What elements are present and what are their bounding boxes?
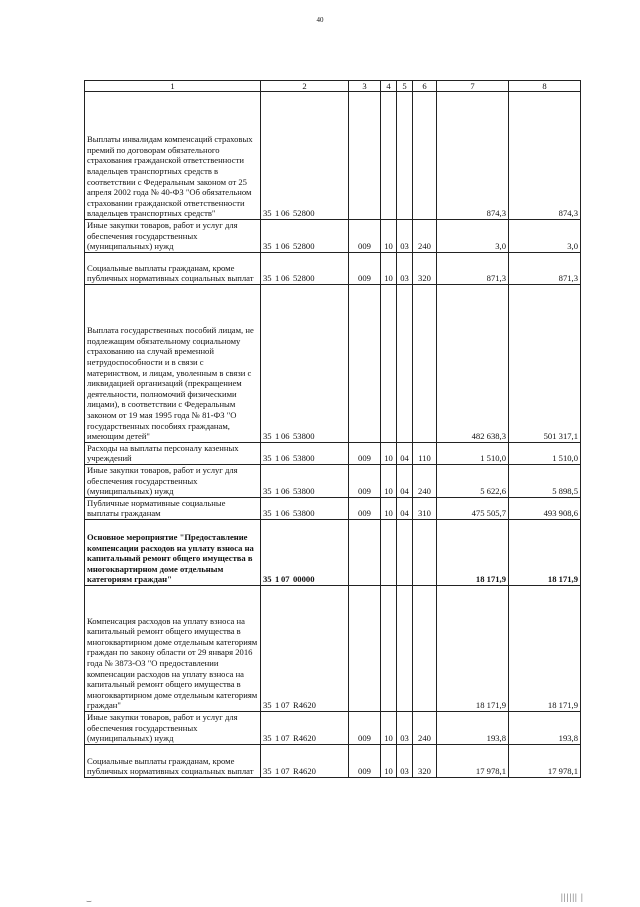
expense-type-code: 320 [413,744,437,777]
section-code: 10 [381,744,397,777]
subsection-code: 03 [397,744,413,777]
amount-year-2: 871,3 [509,252,581,284]
expense-type-code: 110 [413,442,437,464]
code-direction: 53800 [293,431,315,442]
budget-table [84,80,581,778]
table-row [85,252,581,284]
code-program: 35 [263,453,272,464]
department-code [349,519,381,585]
amount-year-2: 501 317,1 [509,284,581,442]
code-program: 35 [263,431,272,442]
subsection-code [397,284,413,442]
code-subprogram: 1 [275,208,280,219]
department-code [349,585,381,711]
page-number: 40 [316,16,324,24]
code-activity: 07 [281,766,290,777]
section-code: 10 [381,464,397,497]
department-code [349,284,381,442]
amount-year-2: 18 171,9 [509,585,581,711]
subsection-code: 03 [397,220,413,253]
expense-type-code [413,585,437,711]
target-article-code [261,284,349,442]
code-program: 35 [263,733,272,744]
row-description: Иные закупки товаров, работ и услуг для обеспечения государственных (муниципальных) нужд [85,220,261,253]
code-activity: 06 [281,508,290,519]
code-subprogram: 1 [275,574,280,585]
row-description: Выплаты инвалидам компенсаций страховых премий по договорам обязательного страхования гражданской ответственности владельцев транспортных средств в соответствии с Федеральным законом от 25 апреля 2002 года № 40-ФЗ "Об обязательном страховании гражданской ответственности владельцев транспортных средств" [85,92,261,220]
amount-year-2: 493 908,6 [509,497,581,519]
target-article-code [261,442,349,464]
section-code: 10 [381,220,397,253]
subsection-code: 03 [397,252,413,284]
code-activity: 06 [281,241,290,252]
column-header: 5 [397,81,413,92]
row-description: Иные закупки товаров, работ и услуг для обеспечения государственных (муниципальных) нужд [85,464,261,497]
expense-type-code: 240 [413,464,437,497]
code-activity: 06 [281,208,290,219]
table-row [85,711,581,744]
amount-year-1: 475 505,7 [437,497,509,519]
amount-year-1: 18 171,9 [437,585,509,711]
subsection-code: 04 [397,497,413,519]
code-program: 35 [263,508,272,519]
amount-year-1: 193,8 [437,711,509,744]
row-description: Выплата государственных пособий лицам, не подлежащим обязательному социальному страхованию на случай временной нетрудоспособности и в связи с материнством, и лицам, уволенным в связи с ликвидацией организаций (прекращением деятельности, полномочий физическими лицами), в соответствии с Федеральным законом от 19 мая 1995 года № 81-ФЗ "О государственных пособиях гражданам, имеющим детей" [85,284,261,442]
department-code: 009 [349,464,381,497]
department-code: 009 [349,497,381,519]
code-subprogram: 1 [275,453,280,464]
amount-year-1: 17 978,1 [437,744,509,777]
code-activity: 06 [281,453,290,464]
amount-year-2: 1 510,0 [509,442,581,464]
row-description: Социальные выплаты гражданам, кроме публичных нормативных социальных выплат [85,252,261,284]
row-description: Расходы на выплаты персоналу казенных учреждений [85,442,261,464]
subsection-code [397,92,413,220]
table-row [85,519,581,585]
table-row [85,744,581,777]
code-program: 35 [263,574,272,585]
amount-year-1: 874,3 [437,92,509,220]
target-article-code [261,585,349,711]
code-subprogram: 1 [275,508,280,519]
column-header: 6 [413,81,437,92]
target-article-code [261,711,349,744]
code-direction: R4620 [293,766,316,777]
subsection-code [397,519,413,585]
code-program: 35 [263,273,272,284]
code-subprogram: 1 [275,766,280,777]
row-description: Социальные выплаты гражданам, кроме публичных нормативных социальных выплат [85,744,261,777]
amount-year-2: 193,8 [509,711,581,744]
code-program: 35 [263,700,272,711]
code-program: 35 [263,208,272,219]
amount-year-2: 3,0 [509,220,581,253]
amount-year-1: 1 510,0 [437,442,509,464]
code-subprogram: 1 [275,700,280,711]
section-code [381,519,397,585]
amount-year-2: 874,3 [509,92,581,220]
column-header: 3 [349,81,381,92]
code-activity: 06 [281,486,290,497]
scan-mark: ⌣ [86,896,92,906]
target-article-code [261,497,349,519]
row-description: Публичные нормативные социальные выплаты гражданам [85,497,261,519]
department-code: 009 [349,744,381,777]
code-activity: 06 [281,431,290,442]
target-article-code [261,464,349,497]
amount-year-1: 3,0 [437,220,509,253]
code-direction: 52800 [293,241,315,252]
department-code: 009 [349,442,381,464]
section-code [381,585,397,711]
expense-type-code [413,519,437,585]
target-article-code [261,252,349,284]
column-header: 8 [509,81,581,92]
target-article-code [261,519,349,585]
department-code [349,92,381,220]
column-header: 2 [261,81,349,92]
code-subprogram: 1 [275,431,280,442]
table-row [85,585,581,711]
amount-year-2: 18 171,9 [509,519,581,585]
subsection-code [397,585,413,711]
column-header: 7 [437,81,509,92]
amount-year-1: 871,3 [437,252,509,284]
section-code: 10 [381,497,397,519]
department-code: 009 [349,711,381,744]
code-program: 35 [263,241,272,252]
code-activity: 07 [281,700,290,711]
code-direction: 53800 [293,486,315,497]
barcode-icon: |||||| | [561,892,584,902]
expense-type-code: 240 [413,711,437,744]
department-code: 009 [349,252,381,284]
code-direction: 00000 [293,574,315,585]
table-row [85,464,581,497]
table-row [85,220,581,253]
section-code: 10 [381,711,397,744]
code-program: 35 [263,766,272,777]
target-article-code [261,92,349,220]
section-code: 10 [381,252,397,284]
expense-type-code: 310 [413,497,437,519]
code-direction: R4620 [293,700,316,711]
section-code [381,284,397,442]
column-header: 1 [85,81,261,92]
target-article-code [261,744,349,777]
subsection-code: 04 [397,464,413,497]
code-direction: 53800 [293,508,315,519]
table-row [85,92,581,220]
code-direction: R4620 [293,733,316,744]
code-direction: 53800 [293,453,315,464]
row-description: Компенсация расходов на уплату взноса на капитальный ремонт общего имущества в многоквартирном доме отдельным категориям граждан по закону области от 29 января 2016 года № 3873-ОЗ "О предоставлении компенсации расходов на уплату взноса на капитальный ремонт общего имущества в многоквартирном доме отдельным категориям граждан" [85,585,261,711]
section-code: 10 [381,442,397,464]
subsection-code: 04 [397,442,413,464]
section-code [381,92,397,220]
column-header: 4 [381,81,397,92]
code-activity: 07 [281,574,290,585]
table-row [85,497,581,519]
code-subprogram: 1 [275,273,280,284]
row-description: Основное мероприятие "Предоставление компенсации расходов на уплату взноса на капитальный ремонт общего имущества в многоквартирном доме отдельным категориям граждан" [85,519,261,585]
table-row [85,284,581,442]
code-subprogram: 1 [275,241,280,252]
subsection-code: 03 [397,711,413,744]
code-direction: 52800 [293,208,315,219]
amount-year-1: 18 171,9 [437,519,509,585]
code-subprogram: 1 [275,733,280,744]
code-program: 35 [263,486,272,497]
code-activity: 06 [281,273,290,284]
code-subprogram: 1 [275,486,280,497]
amount-year-2: 17 978,1 [509,744,581,777]
row-description: Иные закупки товаров, работ и услуг для обеспечения государственных (муниципальных) нужд [85,711,261,744]
amount-year-1: 5 622,6 [437,464,509,497]
department-code: 009 [349,220,381,253]
code-activity: 07 [281,733,290,744]
expense-type-code [413,284,437,442]
target-article-code [261,220,349,253]
amount-year-1: 482 638,3 [437,284,509,442]
table-header-row [85,81,581,92]
expense-type-code: 320 [413,252,437,284]
expense-type-code: 240 [413,220,437,253]
table-row [85,442,581,464]
code-direction: 52800 [293,273,315,284]
amount-year-2: 5 898,5 [509,464,581,497]
expense-type-code [413,92,437,220]
